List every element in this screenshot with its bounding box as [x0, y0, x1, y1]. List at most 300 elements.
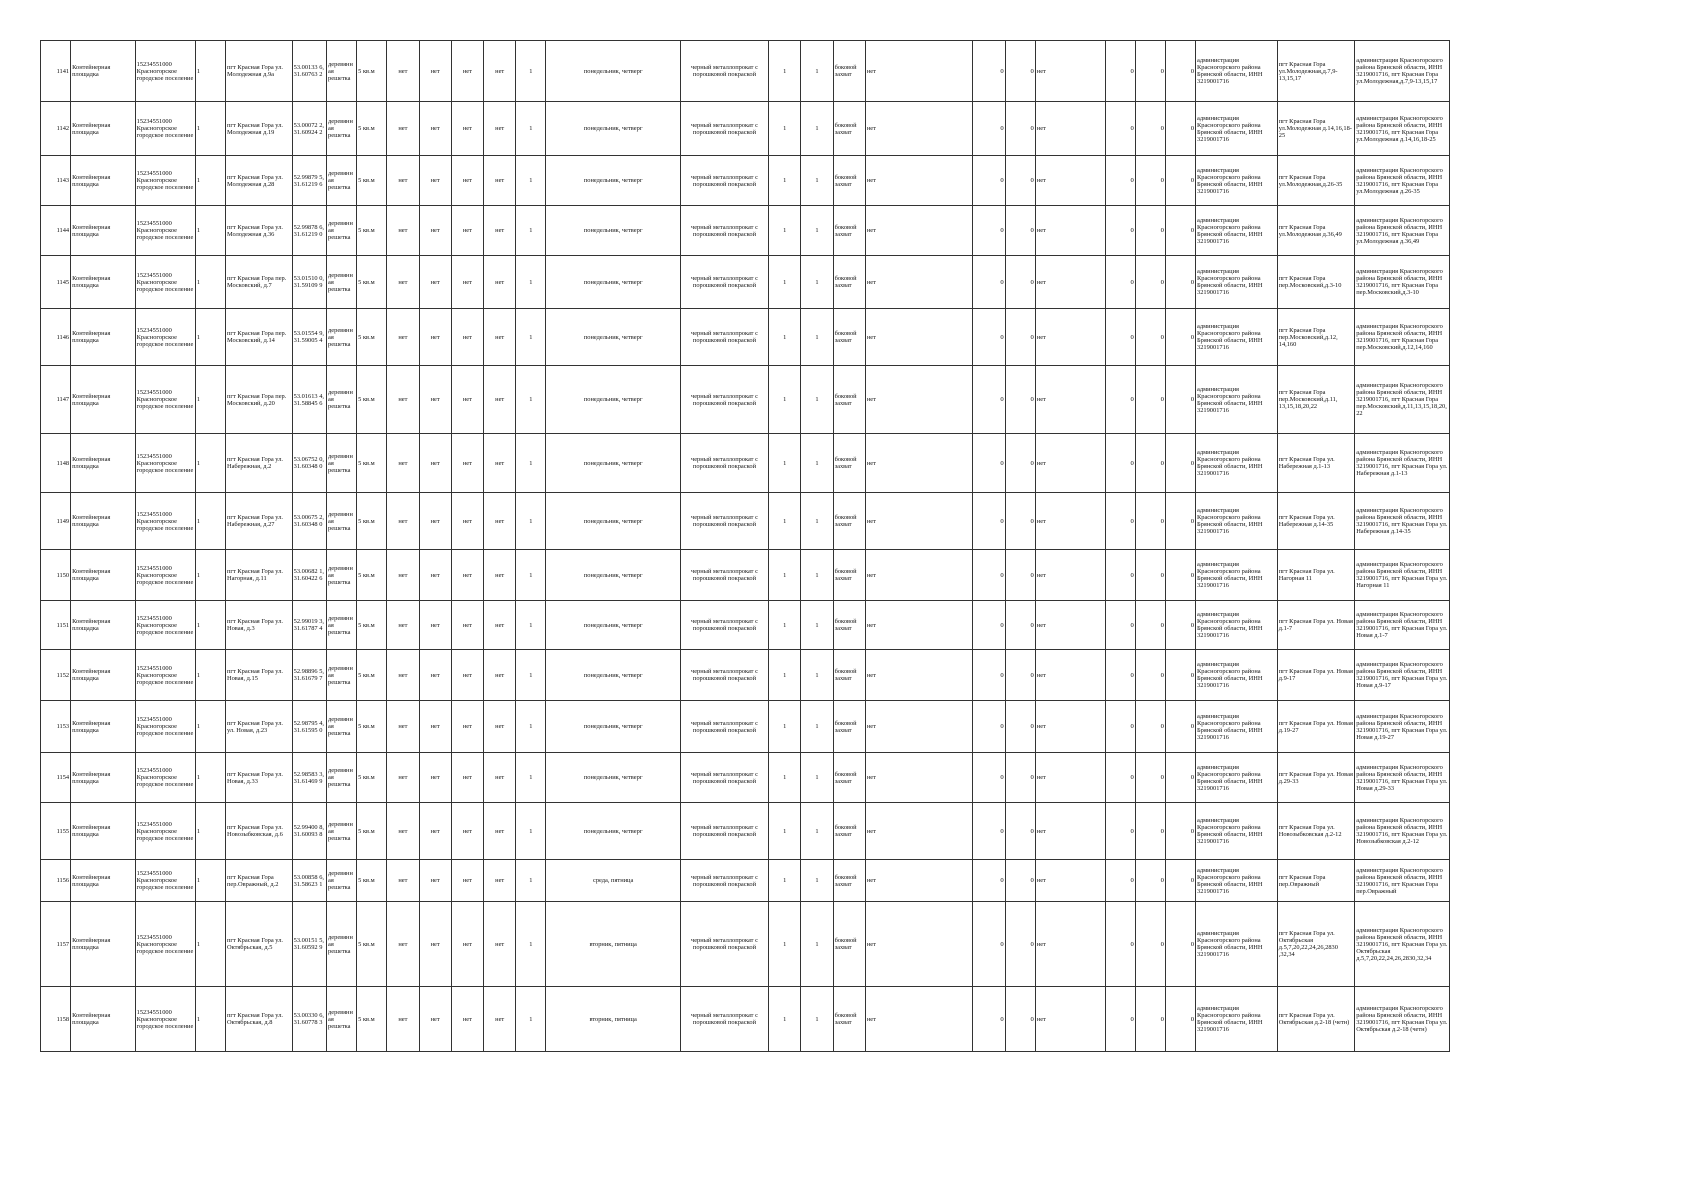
cell-zero-1: 0 — [973, 753, 1005, 803]
cell-flag-2: нет — [419, 256, 451, 309]
cell-owner: администрация Красногорского района Брянской области, ИНН 3219001716 — [1196, 753, 1278, 803]
cell-collection-days: понедельник, четверг — [546, 493, 680, 550]
cell-loading-type: боковой захват — [833, 102, 865, 156]
cell-value-1: 1 — [769, 309, 801, 366]
cell-owner: администрация Красногорского района Брянской области, ИНН 3219001716 — [1196, 41, 1278, 102]
cell-oktmo-settlement: 15234551000 Красногорское городское поселение — [135, 860, 195, 902]
cell-flag-2: нет — [419, 206, 451, 256]
cell-full-description: администрация Красногорского района Брянской области, ИНН 3219001716, пгт Красная Гора ул.Молодежная д.14,16,18-25 — [1355, 102, 1450, 156]
cell-container-material: черный металлопрокат с порошковой покраской — [680, 41, 768, 102]
cell-collection-days: вторник, пятница — [546, 902, 680, 987]
cell-zero-4: 0 — [1135, 493, 1165, 550]
cell-zero-5: 0 — [1165, 550, 1195, 601]
cell-waste-source: пгт Красная Гора ул. Новая д.9-17 — [1277, 650, 1354, 701]
cell-zero-1: 0 — [973, 102, 1005, 156]
cell-flag-6: нет — [1035, 366, 1105, 434]
cell-oktmo-settlement: 15234551000 Красногорское городское поселение — [135, 366, 195, 434]
cell-zero-3: 0 — [1105, 366, 1135, 434]
cell-col-flag: 1 — [195, 206, 225, 256]
cell-site-coordinates: 53.00151 5, 31.60592 9 — [292, 902, 326, 987]
cell-flag-4: нет — [484, 309, 516, 366]
cell-full-description: администрация Красногорского района Брянской области, ИНН 3219001716, пгт Красная Гора пер.Московский,д.12,14,160 — [1355, 309, 1450, 366]
cell-value-2: 1 — [801, 550, 833, 601]
cell-flag-6: нет — [1035, 493, 1105, 550]
cell-flag-1: нет — [387, 493, 419, 550]
cell-flag-2: нет — [419, 102, 451, 156]
cell-waste-source: пгт Красная Гора ул. Новая д.29-33 — [1277, 753, 1354, 803]
cell-oktmo-settlement: 15234551000 Красногорское городское поселение — [135, 434, 195, 493]
cell-flag-3: нет — [451, 206, 483, 256]
cell-full-description: администрация Красногорского района Брянской области, ИНН 3219001716, пгт Красная Гора ул.Молодежная д.26-35 — [1355, 156, 1450, 206]
cell-oktmo-settlement: 15234551000 Красногорское городское поселение — [135, 987, 195, 1052]
cell-site-coordinates: 52.99879 5, 31.61219 6 — [292, 156, 326, 206]
cell-zero-4: 0 — [1135, 753, 1165, 803]
cell-value-1: 1 — [769, 902, 801, 987]
cell-collection-days: понедельник, четверг — [546, 309, 680, 366]
cell-row-number: 1143 — [41, 156, 71, 206]
cell-zero-3: 0 — [1105, 601, 1135, 650]
cell-site-type: Контейнерная площадка — [71, 753, 136, 803]
cell-loading-type: боковой захват — [833, 650, 865, 701]
cell-loading-type: боковой захват — [833, 156, 865, 206]
cell-value-1: 1 — [769, 493, 801, 550]
cell-flag-4: нет — [484, 102, 516, 156]
cell-site-coordinates: 53.00330 6, 31.60778 3 — [292, 987, 326, 1052]
cell-zero-1: 0 — [973, 650, 1005, 701]
cell-col-flag: 1 — [195, 701, 225, 753]
cell-flag-6: нет — [1035, 650, 1105, 701]
cell-loading-type: боковой захват — [833, 206, 865, 256]
cell-site-area: 5 кв.м — [357, 753, 387, 803]
cell-col-flag: 1 — [195, 753, 225, 803]
cell-zero-2: 0 — [1005, 366, 1035, 434]
cell-site-address: пгт Красная Гора ул. Новозыбковская, д.6 — [225, 803, 292, 860]
cell-flag-5: нет — [865, 493, 973, 550]
cell-flag-1: нет — [387, 650, 419, 701]
cell-collection-days: понедельник, четверг — [546, 206, 680, 256]
cell-flag-2: нет — [419, 701, 451, 753]
cell-flag-1: нет — [387, 987, 419, 1052]
cell-surface-type: деревянн ая решетка — [327, 206, 357, 256]
cell-owner: администрация Красногорского района Брянской области, ИНН 3219001716 — [1196, 156, 1278, 206]
cell-site-area: 5 кв.м — [357, 102, 387, 156]
cell-flag-5: нет — [865, 256, 973, 309]
cell-row-number: 1152 — [41, 650, 71, 701]
cell-site-coordinates: 52.98583 3, 31.61469 9 — [292, 753, 326, 803]
table-row — [41, 550, 1450, 601]
cell-waste-source: пгт Красная Гора пер.Московский,д.3-10 — [1277, 256, 1354, 309]
cell-row-number: 1157 — [41, 902, 71, 987]
cell-container-material: черный металлопрокат с порошковой покраской — [680, 753, 768, 803]
cell-oktmo-settlement: 15234551000 Красногорское городское поселение — [135, 493, 195, 550]
cell-flag-6: нет — [1035, 41, 1105, 102]
cell-waste-source: пгт Красная Гора ул. Новая д.1-7 — [1277, 601, 1354, 650]
cell-zero-2: 0 — [1005, 434, 1035, 493]
cell-site-coordinates: 53.01613 4, 31.58845 6 — [292, 366, 326, 434]
table-row — [41, 753, 1450, 803]
cell-flag-3: нет — [451, 493, 483, 550]
table-row — [41, 309, 1450, 366]
cell-flag-4: нет — [484, 803, 516, 860]
cell-col-flag: 1 — [195, 309, 225, 366]
cell-zero-5: 0 — [1165, 256, 1195, 309]
cell-zero-5: 0 — [1165, 650, 1195, 701]
cell-value-1: 1 — [769, 601, 801, 650]
cell-row-number: 1146 — [41, 309, 71, 366]
cell-zero-2: 0 — [1005, 156, 1035, 206]
cell-zero-1: 0 — [973, 902, 1005, 987]
cell-flag-5: нет — [865, 550, 973, 601]
cell-flag-3: нет — [451, 256, 483, 309]
cell-zero-5: 0 — [1165, 601, 1195, 650]
cell-loading-type: боковой захват — [833, 753, 865, 803]
cell-zero-2: 0 — [1005, 860, 1035, 902]
cell-value-1: 1 — [769, 803, 801, 860]
cell-site-address: пгт Красная Гора ул. Молодежная д.36 — [225, 206, 292, 256]
cell-site-address: пгт Красная Гора ул. Молодежная д.28 — [225, 156, 292, 206]
cell-col-flag: 1 — [195, 650, 225, 701]
cell-collection-days: понедельник, четверг — [546, 803, 680, 860]
cell-owner: администрация Красногорского района Брянской области, ИНН 3219001716 — [1196, 366, 1278, 434]
cell-site-type: Контейнерная площадка — [71, 493, 136, 550]
cell-waste-source: пгт Красная Гора ул. Новая д.19-27 — [1277, 701, 1354, 753]
cell-container-material: черный металлопрокат с порошковой покраской — [680, 309, 768, 366]
cell-site-coordinates: 53.00133 6, 31.60763 2 — [292, 41, 326, 102]
cell-row-number: 1144 — [41, 206, 71, 256]
registry-sheet — [40, 40, 1450, 1052]
container-sites-table — [40, 40, 1450, 1052]
cell-waste-source: пгт Красная Гора ул.Молодежная,д.26-35 — [1277, 156, 1354, 206]
cell-flag-5: нет — [865, 156, 973, 206]
cell-surface-type: деревянн ая решетка — [327, 701, 357, 753]
cell-container-material: черный металлопрокат с порошковой покраской — [680, 803, 768, 860]
cell-full-description: администрация Красногорского района Брянской области, ИНН 3219001716, пгт Красная Гора пер.Московский,д.11,13,15,18,20,22 — [1355, 366, 1450, 434]
cell-flag-4: нет — [484, 493, 516, 550]
cell-site-area: 5 кв.м — [357, 41, 387, 102]
cell-zero-2: 0 — [1005, 701, 1035, 753]
cell-zero-3: 0 — [1105, 434, 1135, 493]
cell-collection-days: среда, пятница — [546, 860, 680, 902]
cell-row-number: 1150 — [41, 550, 71, 601]
cell-zero-3: 0 — [1105, 256, 1135, 309]
cell-full-description: администрация Красногорского района Брянской области, ИНН 3219001716, пгт Красная Гора ул. Новая д.9-17 — [1355, 650, 1450, 701]
cell-flag-6: нет — [1035, 601, 1105, 650]
cell-loading-type: боковой захват — [833, 601, 865, 650]
cell-surface-type: деревянн ая решетка — [327, 860, 357, 902]
cell-flag-3: нет — [451, 803, 483, 860]
cell-container-material: черный металлопрокат с порошковой покраской — [680, 102, 768, 156]
cell-zero-2: 0 — [1005, 753, 1035, 803]
cell-zero-5: 0 — [1165, 206, 1195, 256]
cell-site-type: Контейнерная площадка — [71, 987, 136, 1052]
cell-flag-3: нет — [451, 902, 483, 987]
cell-owner: администрация Красногорского района Брянской области, ИНН 3219001716 — [1196, 102, 1278, 156]
cell-oktmo-settlement: 15234551000 Красногорское городское поселение — [135, 102, 195, 156]
cell-zero-1: 0 — [973, 41, 1005, 102]
cell-zero-1: 0 — [973, 256, 1005, 309]
cell-flag-6: нет — [1035, 206, 1105, 256]
cell-flag-1: нет — [387, 156, 419, 206]
cell-value-2: 1 — [801, 256, 833, 309]
table-row — [41, 366, 1450, 434]
cell-flag-6: нет — [1035, 309, 1105, 366]
cell-zero-3: 0 — [1105, 102, 1135, 156]
cell-surface-type: деревянн ая решетка — [327, 102, 357, 156]
cell-oktmo-settlement: 15234551000 Красногорское городское поселение — [135, 156, 195, 206]
cell-zero-4: 0 — [1135, 601, 1165, 650]
cell-site-coordinates: 52.99878 6, 31.61219 0 — [292, 206, 326, 256]
cell-flag-4: нет — [484, 701, 516, 753]
cell-zero-3: 0 — [1105, 550, 1135, 601]
cell-site-type: Контейнерная площадка — [71, 366, 136, 434]
cell-container-count: 1 — [516, 803, 546, 860]
cell-flag-1: нет — [387, 102, 419, 156]
cell-flag-4: нет — [484, 550, 516, 601]
cell-site-coordinates: 53.00682 1, 31.60422 6 — [292, 550, 326, 601]
cell-flag-2: нет — [419, 753, 451, 803]
cell-flag-6: нет — [1035, 860, 1105, 902]
cell-site-area: 5 кв.м — [357, 434, 387, 493]
cell-site-address: пгт Красная Гора ул. Октябрьская, д.5 — [225, 902, 292, 987]
cell-site-type: Контейнерная площадка — [71, 860, 136, 902]
cell-oktmo-settlement: 15234551000 Красногорское городское поселение — [135, 309, 195, 366]
cell-surface-type: деревянн ая решетка — [327, 550, 357, 601]
cell-flag-5: нет — [865, 206, 973, 256]
cell-site-area: 5 кв.м — [357, 601, 387, 650]
cell-value-2: 1 — [801, 753, 833, 803]
cell-value-2: 1 — [801, 803, 833, 860]
cell-zero-3: 0 — [1105, 41, 1135, 102]
cell-surface-type: деревянн ая решетка — [327, 902, 357, 987]
cell-flag-5: нет — [865, 601, 973, 650]
cell-container-count: 1 — [516, 102, 546, 156]
cell-row-number: 1145 — [41, 256, 71, 309]
cell-zero-5: 0 — [1165, 366, 1195, 434]
cell-container-material: черный металлопрокат с порошковой покраской — [680, 366, 768, 434]
cell-zero-1: 0 — [973, 493, 1005, 550]
cell-value-2: 1 — [801, 493, 833, 550]
cell-surface-type: деревянн ая решетка — [327, 366, 357, 434]
cell-container-material: черный металлопрокат с порошковой покраской — [680, 550, 768, 601]
cell-zero-1: 0 — [973, 366, 1005, 434]
cell-container-count: 1 — [516, 650, 546, 701]
cell-flag-3: нет — [451, 550, 483, 601]
cell-zero-4: 0 — [1135, 102, 1165, 156]
cell-loading-type: боковой захват — [833, 434, 865, 493]
table-body — [41, 41, 1450, 1052]
cell-surface-type: деревянн ая решетка — [327, 493, 357, 550]
cell-container-count: 1 — [516, 309, 546, 366]
cell-flag-2: нет — [419, 803, 451, 860]
cell-waste-source: пгт Красная Гора ул. Набережная д.14-35 — [1277, 493, 1354, 550]
table-row — [41, 102, 1450, 156]
cell-flag-2: нет — [419, 650, 451, 701]
cell-owner: администрация Красногорского района Брянской области, ИНН 3219001716 — [1196, 701, 1278, 753]
cell-site-address: пгт Красная Гора ул. Новая, д.3 — [225, 601, 292, 650]
table-row — [41, 803, 1450, 860]
cell-surface-type: деревянн ая решетка — [327, 156, 357, 206]
cell-full-description: администрация Красногорского района Брянской области, ИНН 3219001716, пгт Красная Гора ул. Новая д.1-7 — [1355, 601, 1450, 650]
cell-zero-5: 0 — [1165, 493, 1195, 550]
cell-waste-source: пгт Красная Гора ул. Октябрьская д.2-18 (четн) — [1277, 987, 1354, 1052]
cell-full-description: администрация Красногорского района Брянской области, ИНН 3219001716, пгт Красная Гора ул. Набережная д.1-13 — [1355, 434, 1450, 493]
cell-flag-6: нет — [1035, 753, 1105, 803]
cell-oktmo-settlement: 15234551000 Красногорское городское поселение — [135, 550, 195, 601]
cell-flag-5: нет — [865, 102, 973, 156]
cell-surface-type: деревянн ая решетка — [327, 753, 357, 803]
cell-row-number: 1151 — [41, 601, 71, 650]
cell-flag-6: нет — [1035, 434, 1105, 493]
cell-zero-3: 0 — [1105, 803, 1135, 860]
cell-flag-1: нет — [387, 860, 419, 902]
cell-collection-days: понедельник, четверг — [546, 753, 680, 803]
cell-container-count: 1 — [516, 860, 546, 902]
cell-surface-type: деревянн ая решетка — [327, 803, 357, 860]
cell-site-address: пгт Красная Гора ул. Новая, д.33 — [225, 753, 292, 803]
cell-value-1: 1 — [769, 434, 801, 493]
cell-collection-days: понедельник, четверг — [546, 366, 680, 434]
cell-full-description: администрация Красногорского района Брянской области, ИНН 3219001716, пгт Красная Гора пер.Московский,д.3-10 — [1355, 256, 1450, 309]
cell-value-1: 1 — [769, 366, 801, 434]
cell-value-2: 1 — [801, 650, 833, 701]
cell-zero-3: 0 — [1105, 309, 1135, 366]
cell-flag-4: нет — [484, 434, 516, 493]
cell-flag-3: нет — [451, 753, 483, 803]
table-row — [41, 493, 1450, 550]
table-row — [41, 434, 1450, 493]
cell-flag-6: нет — [1035, 987, 1105, 1052]
cell-full-description: администрация Красногорского района Брянской области, ИНН 3219001716, пгт Красная Гора пер.Овражный — [1355, 860, 1450, 902]
cell-container-material: черный металлопрокат с порошковой покраской — [680, 902, 768, 987]
cell-value-1: 1 — [769, 102, 801, 156]
cell-flag-2: нет — [419, 902, 451, 987]
cell-zero-1: 0 — [973, 550, 1005, 601]
cell-owner: администрация Красногорского района Брянской области, ИНН 3219001716 — [1196, 256, 1278, 309]
cell-loading-type: боковой захват — [833, 860, 865, 902]
cell-site-coordinates: 53.06752 0, 31.60348 0 — [292, 434, 326, 493]
cell-zero-2: 0 — [1005, 987, 1035, 1052]
cell-site-coordinates: 53.00675 2, 31.60348 0 — [292, 493, 326, 550]
cell-container-count: 1 — [516, 601, 546, 650]
cell-flag-5: нет — [865, 987, 973, 1052]
cell-zero-2: 0 — [1005, 650, 1035, 701]
cell-zero-4: 0 — [1135, 206, 1165, 256]
cell-zero-2: 0 — [1005, 803, 1035, 860]
cell-waste-source: пгт Красная Гора ул. Нагорная 11 — [1277, 550, 1354, 601]
cell-site-coordinates: 52.99019 3, 31.61787 4 — [292, 601, 326, 650]
cell-container-count: 1 — [516, 987, 546, 1052]
cell-waste-source: пгт Красная Гора ул.Молодежная д.14,16,18-25 — [1277, 102, 1354, 156]
cell-flag-5: нет — [865, 753, 973, 803]
cell-flag-2: нет — [419, 860, 451, 902]
cell-flag-4: нет — [484, 860, 516, 902]
cell-site-coordinates: 52.98795 4, 31.61595 0 — [292, 701, 326, 753]
cell-site-type: Контейнерная площадка — [71, 650, 136, 701]
cell-zero-2: 0 — [1005, 902, 1035, 987]
cell-flag-1: нет — [387, 753, 419, 803]
cell-flag-5: нет — [865, 650, 973, 701]
cell-collection-days: понедельник, четверг — [546, 550, 680, 601]
cell-row-number: 1141 — [41, 41, 71, 102]
cell-container-material: черный металлопрокат с порошковой покраской — [680, 701, 768, 753]
cell-collection-days: понедельник, четверг — [546, 601, 680, 650]
cell-zero-4: 0 — [1135, 156, 1165, 206]
cell-zero-1: 0 — [973, 803, 1005, 860]
cell-flag-4: нет — [484, 41, 516, 102]
cell-zero-5: 0 — [1165, 987, 1195, 1052]
cell-zero-2: 0 — [1005, 601, 1035, 650]
cell-flag-3: нет — [451, 366, 483, 434]
cell-flag-4: нет — [484, 753, 516, 803]
cell-loading-type: боковой захват — [833, 256, 865, 309]
cell-row-number: 1148 — [41, 434, 71, 493]
cell-container-material: черный металлопрокат с порошковой покраской — [680, 860, 768, 902]
cell-flag-3: нет — [451, 701, 483, 753]
cell-flag-4: нет — [484, 366, 516, 434]
cell-surface-type: деревянн ая решетка — [327, 650, 357, 701]
table-row — [41, 860, 1450, 902]
cell-zero-4: 0 — [1135, 987, 1165, 1052]
cell-col-flag: 1 — [195, 860, 225, 902]
cell-row-number: 1158 — [41, 987, 71, 1052]
cell-flag-6: нет — [1035, 256, 1105, 309]
cell-flag-6: нет — [1035, 803, 1105, 860]
table-row — [41, 650, 1450, 701]
cell-value-2: 1 — [801, 987, 833, 1052]
cell-site-address: пгт Красная Гора ул. Октябрьская, д.8 — [225, 987, 292, 1052]
cell-value-2: 1 — [801, 701, 833, 753]
cell-loading-type: боковой захват — [833, 309, 865, 366]
cell-zero-2: 0 — [1005, 41, 1035, 102]
cell-waste-source: пгт Красная Гора ул. Октябрьская д.5,7,20,22,24,26,2830 ,32,34 — [1277, 902, 1354, 987]
cell-loading-type: боковой захват — [833, 550, 865, 601]
cell-flag-5: нет — [865, 803, 973, 860]
cell-site-area: 5 кв.м — [357, 493, 387, 550]
cell-col-flag: 1 — [195, 493, 225, 550]
cell-row-number: 1142 — [41, 102, 71, 156]
cell-zero-5: 0 — [1165, 309, 1195, 366]
cell-loading-type: боковой захват — [833, 701, 865, 753]
cell-site-coordinates: 53.00072 2, 31.60924 2 — [292, 102, 326, 156]
cell-zero-3: 0 — [1105, 493, 1135, 550]
cell-container-material: черный металлопрокат с порошковой покраской — [680, 650, 768, 701]
cell-container-count: 1 — [516, 434, 546, 493]
cell-owner: администрация Красногорского района Брянской области, ИНН 3219001716 — [1196, 309, 1278, 366]
cell-row-number: 1147 — [41, 366, 71, 434]
cell-flag-1: нет — [387, 601, 419, 650]
cell-owner: администрация Красногорского района Брянской области, ИНН 3219001716 — [1196, 550, 1278, 601]
cell-site-type: Контейнерная площадка — [71, 156, 136, 206]
cell-container-material: черный металлопрокат с порошковой покраской — [680, 156, 768, 206]
cell-site-address: пгт Красная Гора ул. Новая, д.15 — [225, 650, 292, 701]
cell-site-address: пгт Красная Гора пер. Московский, д.20 — [225, 366, 292, 434]
cell-col-flag: 1 — [195, 987, 225, 1052]
cell-flag-3: нет — [451, 41, 483, 102]
cell-site-area: 5 кв.м — [357, 987, 387, 1052]
cell-zero-4: 0 — [1135, 550, 1165, 601]
cell-full-description: администрация Красногорского района Брянской области, ИНН 3219001716, пгт Красная Гора ул. Новая д.19-27 — [1355, 701, 1450, 753]
cell-owner: администрация Красногорского района Брянской области, ИНН 3219001716 — [1196, 987, 1278, 1052]
cell-oktmo-settlement: 15234551000 Красногорское городское поселение — [135, 650, 195, 701]
cell-flag-1: нет — [387, 902, 419, 987]
cell-zero-3: 0 — [1105, 860, 1135, 902]
cell-row-number: 1154 — [41, 753, 71, 803]
cell-full-description: администрация Красногорского района Брянской области, ИНН 3219001716, пгт Красная Гора ул. Новая д.29-33 — [1355, 753, 1450, 803]
cell-site-address: пгт Красная Гора ул. Набережная, д.27 — [225, 493, 292, 550]
cell-flag-3: нет — [451, 156, 483, 206]
cell-site-coordinates: 52.99400 8, 31.60093 8 — [292, 803, 326, 860]
cell-flag-6: нет — [1035, 701, 1105, 753]
